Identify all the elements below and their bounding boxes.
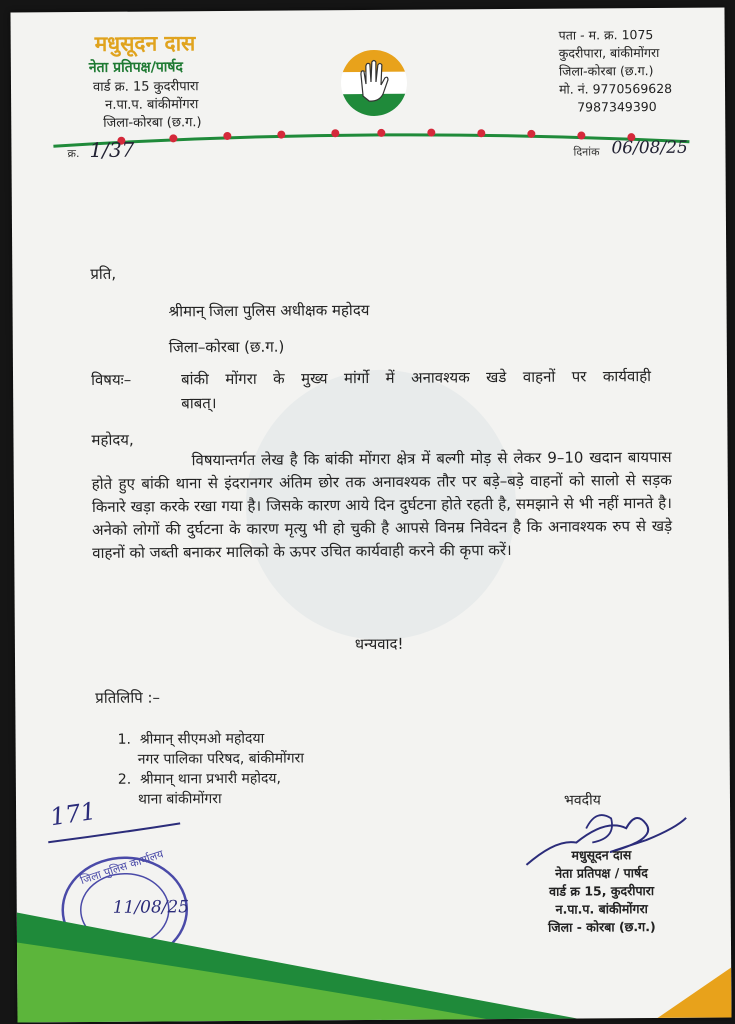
date-label: दिनांक [573, 145, 600, 159]
closing: भवदीय [563, 792, 601, 809]
sender-municipality: न.पा.प. बांकीमोंगरा [105, 97, 199, 113]
ref-number: 1/37 [89, 137, 135, 162]
subject-label: विषयः– [90, 370, 132, 389]
stamp-date: 11/08/25 [112, 897, 190, 918]
handwritten-underline [44, 819, 184, 850]
thanks: धन्यवाद! [354, 634, 404, 654]
sender-name: मधुसूदन दास [94, 31, 196, 56]
cc-item: 1. श्रीमान् सीएमओ महोदया [117, 730, 265, 748]
stamp-text: जिला पुलिस कार्यालय [78, 847, 165, 888]
signature-block: मधुसूदन दास नेता प्रतिपक्ष / पार्षद वार्ड क्र 15, कुदरीपारा न.पा.प. बांकीमोंगरा जिला - कोरबा (छ.ग.) [548, 847, 656, 935]
ref-label: क्र. [67, 147, 80, 161]
cc-item: 2. श्रीमान् थाना प्रभारी महोदय, [117, 770, 282, 788]
recipient-line2: जिला–कोरबा (छ.ग.) [168, 337, 285, 357]
subject-line1: बांकी मोंगरा के मुख्य मांर्गो में अनावश्यक खडे वाहनों पर कार्यवाही [180, 367, 652, 389]
cc-label: प्रतिलिपि :– [95, 688, 161, 707]
subject-line2: बाबत्। [181, 394, 217, 413]
sender-designation: नेता प्रतिपक्ष/पार्षद [88, 59, 183, 76]
date-value: 06/08/25 [611, 137, 688, 159]
sender-ward: वार्ड क्र. 15 कुदरीपारा [92, 79, 199, 95]
sender-district: जिला-कोरबा (छ.ग.) [103, 115, 202, 131]
letter-page [10, 8, 731, 1023]
sender-address: पता - म. क्र. 1075 कुदरीपारा, बांकीमोंगरा जिला-कोरबा (छ.ग.) मो. नं. 9770569628 7987349390 [558, 27, 673, 115]
recipient-line1: श्रीमान् जिला पुलिस अधीक्षक महोदय [168, 301, 370, 321]
cc-list: 1. श्रीमान् सीएमओ महोदया नगर पालिका परिषद, बांकीमोंगरा 2. श्रीमान् थाना प्रभारी महोदय, थाना बांकीमोंगरा [117, 728, 304, 809]
letter-body: विषयान्तर्गत लेख है कि बांकी मोंगरा क्षेत्र में बल्गी मोड़ से लेकर 9–10 खदान बायपास होते हुए बांकी थाना से इंदरानगर अंतिम छोर तक अनावश्यक तौर पर बड़े–बड़े वाहनों को सालो से सड़क किनारे खड़ा करके रखा गया है। जिसके कारण आये दिन दुर्घटना होते रहती है, समझाने से भी नहीं मानते है। अनेको लोगों की दुर्घटना के कारण मृत्यु भी हो चुकी है आपसे विनम्र निवेदन है कि अनावश्यक रुप से खड़े वाहनों को जब्ती बनाकर मालिको के ऊपर उचित कार्यवाही करने की कृपा करें। [91, 447, 673, 562]
inward-number: 171 [48, 796, 98, 832]
recipient-to: प्रति, [90, 264, 117, 283]
party-logo-icon [339, 48, 409, 118]
salutation: महोदय, [91, 430, 134, 449]
footer-wave [17, 887, 732, 1022]
